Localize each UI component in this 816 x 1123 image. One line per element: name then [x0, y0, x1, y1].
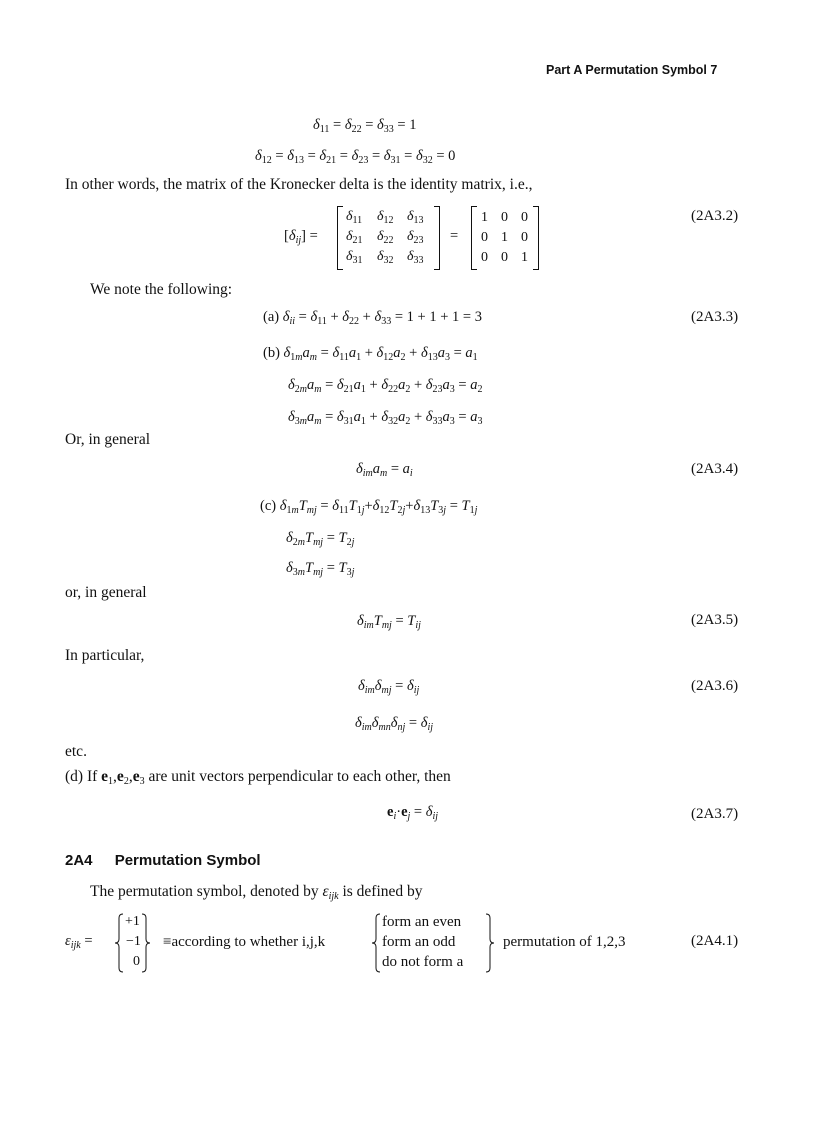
equation-b3: $\delta_{3m}a_m = \delta_{31}a_1 + \delta_{32}a_2 + \delta_{33}a_3 = a_3$ — [288, 409, 483, 427]
eq-number-2A3-5: (2A3.5) — [691, 612, 739, 628]
eq-number-2A3-7: (2A3.7) — [691, 806, 739, 822]
identity-cell: 1 — [481, 210, 488, 225]
equation-triple-delta: $\delta_{im}\delta_{mn}\delta_{nj} = \delta_{ij}$ — [355, 715, 434, 733]
section-number: 2A4 — [65, 852, 93, 869]
case-value: +1 — [125, 914, 140, 929]
case-condition: form an odd — [382, 934, 456, 950]
equation-2A3-4: $\delta_{im}a_m = a_i$ — [356, 461, 413, 479]
etc-text: etc. — [65, 743, 87, 760]
equation-c1: (c) $\delta_{1m}T_{mj} = \delta_{11}T_{1j}+\delta_{12}T_{2j}+\delta_{13}T_{3j} = T_{1j}$ — [260, 498, 478, 516]
eq-number-2A3-2: (2A3.2) — [691, 208, 739, 224]
running-header: Part A Permutation Symbol 7 — [546, 63, 718, 77]
item-d: (d) If $e_1,e_2,e_3$ are unit vectors perpendicular to each other, then — [65, 768, 451, 787]
note-text: We note the following: — [90, 281, 233, 298]
conditions-brace — [372, 912, 494, 974]
d-prefix: (d) If — [65, 768, 98, 785]
perm-intro-text: The permutation symbol, denoted by — [90, 883, 319, 900]
identity-matrix — [471, 206, 539, 270]
section-heading — [65, 852, 261, 869]
equation-c3: $\delta_{3m}T_{mj} = T_{3j}$ — [286, 560, 355, 578]
identity-cell: 0 — [481, 230, 488, 245]
or-general-1: Or, in general — [65, 431, 151, 448]
identity-cell: 1 — [501, 230, 508, 245]
or-general-2: or, in general — [65, 584, 147, 601]
section-title: Permutation Symbol — [114, 852, 261, 869]
identity-cell: 1 — [521, 250, 528, 265]
equation-2A3-5: $\delta_{im}T_{mj} = T_{ij}$ — [357, 613, 421, 631]
label-a: (a) — [263, 309, 280, 325]
eq-number-2A4-1: (2A4.1) — [691, 933, 739, 949]
eq-number-2A3-3: (2A3.3) — [691, 309, 739, 325]
matrix-equals: = — [450, 228, 459, 244]
perm-tail: permutation of 1,2,3 — [503, 934, 626, 950]
eq-number-2A3-6: (2A3.6) — [691, 678, 739, 694]
case-value: 0 — [133, 954, 140, 969]
eq-number-2A3-4: (2A3.4) — [691, 461, 739, 477]
equation-delta-offdiagonal: $\delta_{12} = \delta_{13} = \delta_{21} = \delta_{23} = \delta_{31} = \delta_{32} = 0$ — [255, 148, 456, 166]
identity-cell: 0 — [501, 210, 508, 225]
case-condition: do not form a — [382, 954, 464, 970]
equation-b1: (b) $\delta_{1m}a_m = \delta_{11}a_1 + \delta_{12}a_2 + \delta_{13}a_3 = a_1$ — [263, 345, 478, 363]
equation-a: (a) $\delta_{ii} = \delta_{11} + \delta_{22} + \delta_{33} = 1 + 1 + 1 = 3$ — [263, 309, 482, 327]
equation-c2: $\delta_{2m}T_{mj} = T_{2j}$ — [286, 530, 355, 548]
perm-intro-tail: is defined by — [342, 883, 423, 900]
identity-cell: 0 — [521, 230, 528, 245]
in-particular: In particular, — [65, 647, 145, 664]
values-brace — [115, 912, 150, 974]
epsilon-lhs: $\varepsilon_{ijk}$ = — [65, 933, 93, 951]
matrix-lhs: $[\delta_{ij}]$ = — [284, 228, 318, 246]
identity-cell: 0 — [521, 210, 528, 225]
perm-intro: The permutation symbol, denoted by $\varepsilon_{ijk}$ is defined by — [90, 883, 423, 902]
equation-delta-diagonal: $\delta_{11} = \delta_{22} = \delta_{33} = 1$ — [313, 117, 417, 135]
equation-b2: $\delta_{2m}a_m = \delta_{21}a_1 + \delta_{22}a_2 + \delta_{23}a_3 = a_2$ — [288, 377, 483, 395]
identity-cell: 0 — [481, 250, 488, 265]
d-suffix: are unit vectors perpendicular to each other, then — [148, 768, 451, 785]
label-c: (c) — [260, 498, 277, 514]
case-condition: form an even — [382, 914, 462, 930]
intro-text: In other words, the matrix of the Kronecker delta is the identity matrix, i.e., — [65, 176, 533, 193]
equation-2A3-6: $\delta_{im}\delta_{mj} = \delta_{ij}$ — [358, 678, 420, 696]
according-text: ≡according to whether i,j,k — [163, 934, 326, 950]
delta-matrix: $\delta_{11}$ $\delta_{12}$ $\delta_{13}$ $\delta_{21}$ $\delta_{22}$ $\delta_{23}$ $\delta_{31}$ $\delta_{32}$ $\delta_{33}$ — [337, 206, 440, 270]
identity-cell: 0 — [501, 250, 508, 265]
case-value: −1 — [126, 934, 141, 949]
label-b: (b) — [263, 345, 280, 361]
equation-2A3-7: $e_i\cdot e_j = \delta_{ij}$ — [387, 804, 439, 822]
